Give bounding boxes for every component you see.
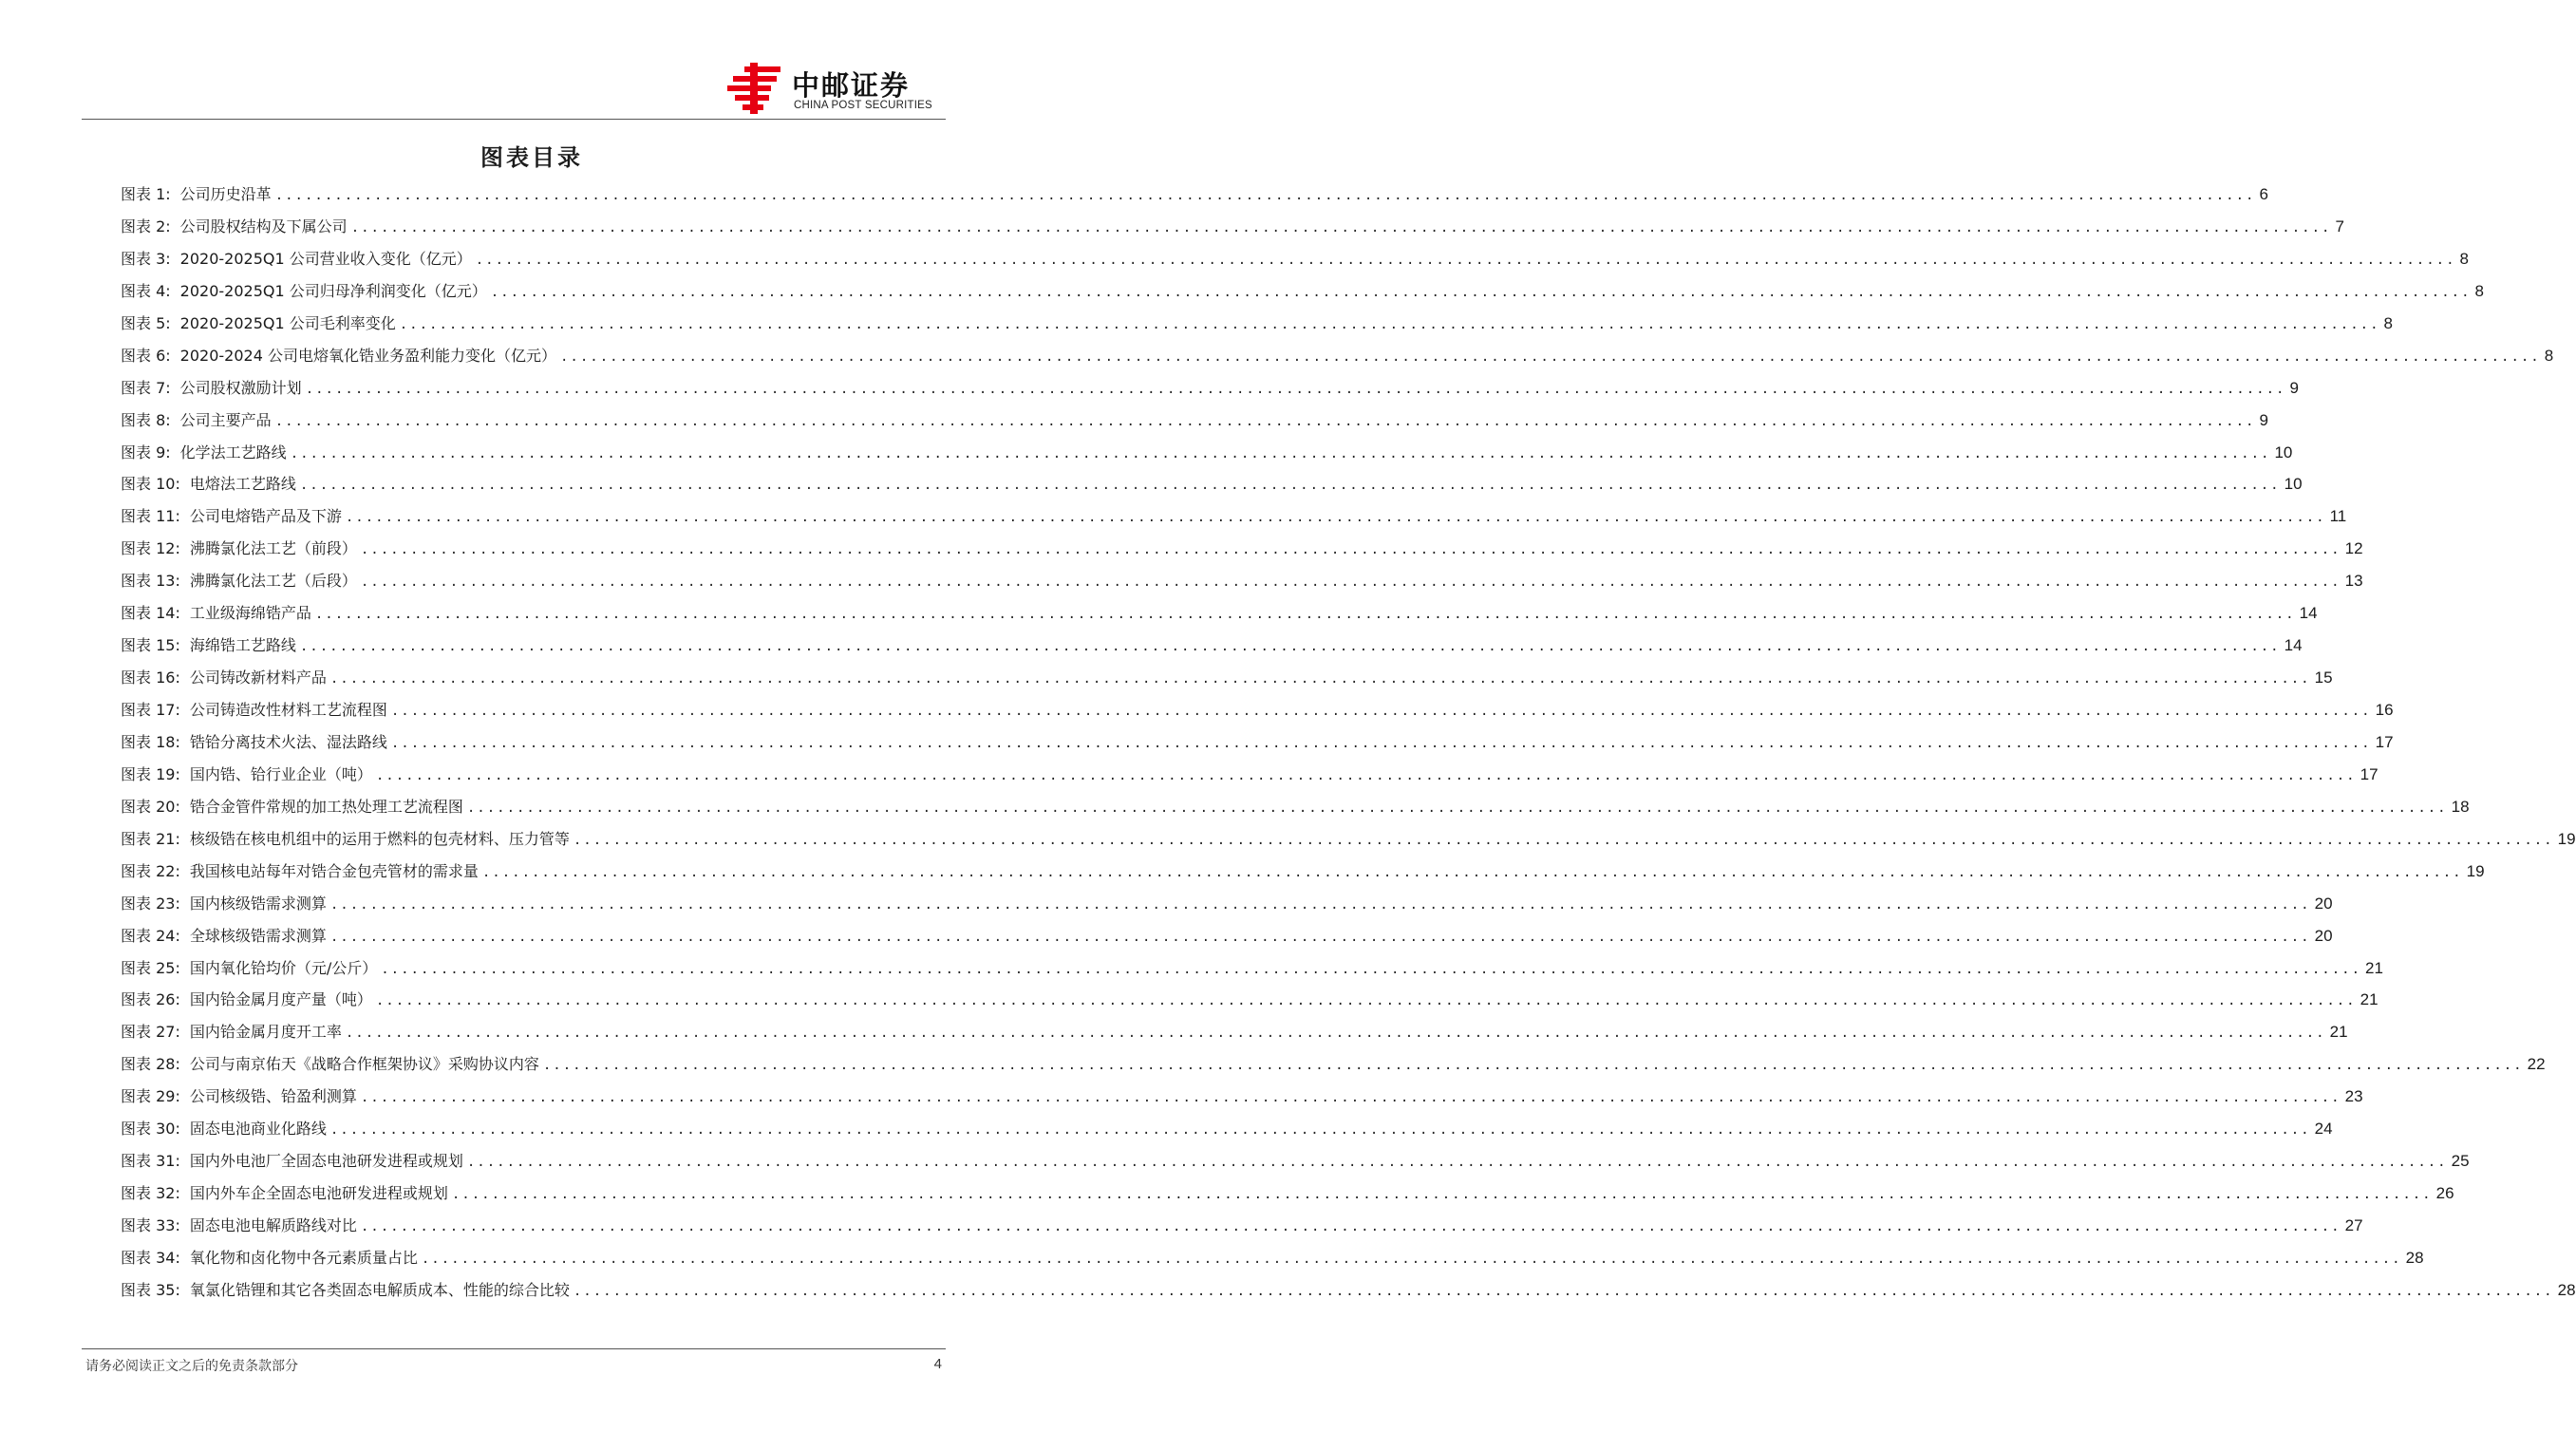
toc-leader-dots: ........................................................................................................................................................................................................ — [451, 1187, 2433, 1203]
toc-entry-title: 国内核级锆需求测算 — [189, 894, 327, 913]
toc-entry[interactable] — [121, 376, 2299, 408]
toc-entry-title: 固态电池电解质路线对比 — [189, 1216, 357, 1234]
toc-entry-label: 图表 3: — [121, 249, 171, 268]
toc-entry-label: 图表 20: — [121, 797, 180, 816]
toc-entry-page: 8 — [2383, 313, 2393, 332]
toc-entry-title: 国内外车企全固态电池研发进程或规划 — [189, 1184, 448, 1203]
toc-entry-page: 25 — [2451, 1152, 2470, 1171]
toc-entry-label: 图表 21: — [121, 829, 180, 848]
brand-logo — [725, 63, 953, 116]
toc-leader-dots: ........................................................................................................................................................................................................ — [573, 832, 2554, 848]
toc-leader-dots: ........................................................................................................................................................................................................ — [360, 542, 2341, 558]
toc-entry-title: 氧化物和卤化物中各元素质量占比 — [189, 1248, 418, 1267]
toc-leader-dots: ........................................................................................................................................................................................................ — [350, 219, 2332, 235]
toc-entry-label: 图表 9: — [121, 443, 171, 461]
toc-entry-title: 2020-2025Q1 公司归母净利润变化（亿元） — [179, 281, 487, 300]
toc-entry-label: 图表 12: — [121, 539, 180, 558]
toc-entry-title: 国内铪金属月度开工率 — [189, 1023, 342, 1042]
toc-entry-title: 2020-2025Q1 公司毛利率变化 — [179, 313, 396, 332]
toc-entry[interactable] — [121, 859, 2485, 892]
toc-entry[interactable] — [121, 795, 2470, 827]
toc-entry-title: 2020-2025Q1 公司营业收入变化（亿元） — [179, 249, 472, 268]
toc-leader-dots: ........................................................................................................................................................................................................ — [466, 1155, 2448, 1171]
toc-entry[interactable] — [121, 827, 2576, 859]
toc-entry-page: 28 — [2557, 1280, 2576, 1299]
toc-entry[interactable] — [121, 956, 2383, 989]
toc-entry-title: 2020-2024 公司电熔氧化锆业务盈利能力变化（亿元） — [179, 346, 556, 365]
toc-leader-dots: ........................................................................................................................................................................................................ — [299, 478, 2281, 494]
toc-leader-dots: ........................................................................................................................................................................................................ — [573, 1283, 2554, 1299]
toc-entry-title: 公司电熔锆产品及下游 — [189, 507, 342, 526]
toc-entry-label: 图表 5: — [121, 313, 171, 332]
toc-entry[interactable] — [121, 763, 2379, 795]
toc-entry[interactable] — [121, 1117, 2333, 1149]
toc-entry-title: 锆铪分离技术火法、湿法路线 — [189, 732, 387, 751]
toc-entry[interactable] — [121, 504, 2347, 537]
toc-leader-dots: ........................................................................................................................................................................................................ — [375, 767, 2357, 783]
toc-entry-page: 26 — [2435, 1184, 2454, 1203]
toc-entry-page: 13 — [2344, 572, 2363, 591]
toc-entry-label: 图表 8: — [121, 410, 171, 429]
toc-entry-title: 化学法工艺路线 — [179, 443, 287, 461]
toc-entry-page: 19 — [2466, 861, 2485, 880]
toc-entry-title: 公司历史沿革 — [179, 185, 272, 203]
toc-entry[interactable] — [121, 1246, 2424, 1278]
toc-entry-title: 公司铸造改性材料工艺流程图 — [189, 701, 387, 719]
footer-page-number: 4 — [933, 1356, 942, 1372]
toc-entry-page: 7 — [2335, 217, 2344, 235]
toc-entry-label: 图表 10: — [121, 475, 180, 494]
toc-entry[interactable] — [121, 1278, 2576, 1310]
toc-entry-page: 14 — [2299, 604, 2318, 623]
toc-entry-label: 图表 24: — [121, 926, 180, 945]
toc-entry-page: 17 — [2360, 764, 2379, 783]
toc-entry-page: 21 — [2365, 958, 2383, 977]
toc-entry-title: 工业级海绵锆产品 — [189, 604, 311, 623]
footer-disclaimer: 请务必阅读正文之后的免责条款部分 — [85, 1359, 298, 1374]
toc-entry-page: 12 — [2344, 539, 2363, 558]
toc-leader-dots: ........................................................................................................................................................................................................ — [274, 188, 2256, 203]
toc-entry-title: 国内氧化铪均价（元/公斤） — [189, 958, 378, 977]
toc-entry[interactable] — [121, 408, 2268, 441]
toc-entry-page: 17 — [2375, 732, 2394, 751]
toc-leader-dots: ........................................................................................................................................................................................................ — [421, 1251, 2402, 1267]
toc-entry-label: 图表 32: — [121, 1184, 180, 1203]
toc-entry[interactable] — [121, 1214, 2363, 1246]
toc-entry-page: 16 — [2375, 701, 2394, 719]
toc-entry-page: 6 — [2259, 185, 2268, 203]
toc-entry[interactable] — [121, 311, 2393, 344]
toc-leader-dots: ........................................................................................................................................................................................................ — [360, 574, 2341, 591]
toc-entry-title: 公司股权激励计划 — [179, 378, 302, 397]
toc-entry-title: 锆合金管件常规的加工热处理工艺流程图 — [189, 797, 463, 816]
toc-entry-title: 沸腾氯化法工艺（后段） — [189, 572, 357, 591]
toc-leader-dots: ........................................................................................................................................................................................................ — [345, 510, 2326, 526]
toc-leader-dots: ........................................................................................................................................................................................................ — [329, 671, 2311, 687]
toc-entry[interactable] — [121, 924, 2333, 956]
toc-entry[interactable] — [121, 279, 2484, 311]
toc-entry-page: 9 — [2289, 378, 2299, 397]
china-post-logo-icon — [725, 63, 786, 114]
toc-entry-title: 公司核级锆、铪盈利测算 — [189, 1087, 357, 1106]
toc-leader-dots: ........................................................................................................................................................................................................ — [466, 800, 2448, 816]
toc-entry[interactable] — [121, 633, 2303, 666]
toc-entry-page: 14 — [2284, 636, 2303, 655]
toc-entry-page: 21 — [2329, 1023, 2348, 1042]
toc-leader-dots: ........................................................................................................................................................................................................ — [360, 1090, 2341, 1106]
toc-entry[interactable] — [121, 1052, 2546, 1084]
toc-entry-page: 22 — [2527, 1055, 2546, 1074]
toc-entry-title: 公司铸改新材料产品 — [189, 669, 327, 687]
toc-leader-dots: ........................................................................................................................................................................................................ — [542, 1058, 2524, 1074]
toc-leader-dots: ........................................................................................................................................................................................................ — [360, 1219, 2341, 1234]
toc-entry[interactable] — [121, 344, 2554, 376]
toc-entry-label: 图表 16: — [121, 669, 180, 687]
toc-entry-label: 图表 13: — [121, 572, 180, 591]
toc-entry-label: 图表 19: — [121, 764, 180, 783]
toc-entry-title: 我国核电站每年对锆合金包壳管材的需求量 — [189, 861, 479, 880]
toc-leader-dots: ........................................................................................................................................................................................................ — [559, 348, 2541, 365]
toc-leader-dots: ........................................................................................................................................................................................................ — [390, 704, 2372, 719]
toc-entry-page: 27 — [2344, 1216, 2363, 1234]
toc-entry-page: 18 — [2451, 797, 2470, 816]
toc-entry[interactable] — [121, 215, 2344, 247]
toc-entry-title: 全球核级锆需求测算 — [189, 926, 327, 945]
toc-entry-label: 图表 4: — [121, 281, 171, 300]
toc-entry-title: 氧氯化锆锂和其它各类固态电解质成本、性能的综合比较 — [189, 1280, 570, 1299]
toc-entry-title: 公司与南京佑天《战略合作框架协议》采购协议内容 — [189, 1055, 539, 1074]
toc-leader-dots: ........................................................................................................................................................................................................ — [329, 1122, 2311, 1139]
toc-leader-dots: ........................................................................................................................................................................................................ — [305, 381, 2286, 397]
toc-entry-label: 图表 14: — [121, 604, 180, 623]
toc-entry[interactable] — [121, 730, 2394, 763]
toc-entry-page: 28 — [2405, 1248, 2424, 1267]
toc-entry-page: 20 — [2314, 926, 2333, 945]
toc-entry-label: 图表 17: — [121, 701, 180, 719]
toc-entry-label: 图表 26: — [121, 990, 180, 1009]
toc-entry-label: 图表 25: — [121, 958, 180, 977]
toc-entry-title: 国内锆、铪行业企业（吨） — [189, 764, 372, 783]
toc-entry-label: 图表 34: — [121, 1248, 180, 1267]
toc-leader-dots: ........................................................................................................................................................................................................ — [329, 896, 2311, 913]
toc-entry[interactable] — [121, 537, 2363, 569]
toc-entry-page: 8 — [2459, 249, 2469, 268]
toc-entry-page: 19 — [2557, 829, 2576, 848]
toc-entry-title: 核级锆在核电机组中的运用于燃料的包壳材料、压力管等 — [189, 829, 570, 848]
toc-entry-page: 21 — [2360, 990, 2379, 1009]
toc-entry[interactable] — [121, 1084, 2363, 1117]
toc-leader-dots: ........................................................................................................................................................................................................ — [329, 929, 2311, 945]
toc-entry-label: 图表 15: — [121, 636, 180, 655]
toc-leader-dots: ........................................................................................................................................................................................................ — [314, 607, 2296, 623]
toc-entry-page: 9 — [2259, 410, 2268, 429]
toc-entry-label: 图表 6: — [121, 346, 171, 365]
toc-entry-label: 图表 11: — [121, 507, 180, 526]
toc-entry-label: 图表 29: — [121, 1087, 180, 1106]
toc-entry-page: 24 — [2314, 1120, 2333, 1139]
toc-entry-label: 图表 7: — [121, 378, 171, 397]
toc-entry-label: 图表 22: — [121, 861, 180, 880]
toc-entry-page: 23 — [2344, 1087, 2363, 1106]
toc-leader-dots: ........................................................................................................................................................................................................ — [375, 993, 2357, 1009]
toc-entry[interactable] — [121, 1149, 2470, 1181]
toc-entry-label: 图表 30: — [121, 1120, 180, 1139]
toc-entry-page: 20 — [2314, 894, 2333, 913]
toc-leader-dots: ........................................................................................................................................................................................................ — [481, 864, 2463, 880]
page-title: 图表目录 — [480, 143, 583, 171]
toc-entry-page: 15 — [2314, 669, 2333, 687]
toc-entry-label: 图表 23: — [121, 894, 180, 913]
toc-leader-dots: ........................................................................................................................................................................................................ — [274, 413, 2256, 429]
toc-entry[interactable] — [121, 569, 2363, 601]
toc-leader-dots: ........................................................................................................................................................................................................ — [381, 961, 2361, 977]
toc-entry-page: 8 — [2474, 281, 2484, 300]
toc-entry[interactable] — [121, 182, 2268, 215]
footer-divider — [82, 1348, 946, 1349]
brand-name-en: CHINA POST SECURITIES — [794, 100, 932, 111]
toc-leader-dots: ........................................................................................................................................................................................................ — [345, 1026, 2326, 1042]
toc-entry[interactable] — [121, 698, 2394, 730]
toc-entry-page: 11 — [2329, 507, 2347, 526]
brand-name-cn: 中邮证券 — [792, 69, 911, 102]
toc-entry-page: 10 — [2284, 475, 2303, 494]
toc-entry-title: 国内外电池厂全固态电池研发进程或规划 — [189, 1152, 463, 1171]
toc-leader-dots: ........................................................................................................................................................................................................ — [299, 639, 2281, 655]
toc-entry-title: 固态电池商业化路线 — [189, 1120, 327, 1139]
table-of-figures — [121, 182, 2576, 1310]
toc-entry-label: 图表 27: — [121, 1023, 180, 1042]
toc-entry-title: 电熔法工艺路线 — [189, 475, 296, 494]
toc-entry-title: 公司主要产品 — [179, 410, 272, 429]
toc-entry-title: 公司股权结构及下属公司 — [179, 217, 348, 235]
toc-entry-label: 图表 35: — [121, 1280, 180, 1299]
toc-entry-label: 图表 2: — [121, 217, 171, 235]
toc-entry-label: 图表 33: — [121, 1216, 180, 1234]
toc-entry[interactable] — [121, 892, 2333, 924]
toc-entry-label: 图表 1: — [121, 185, 171, 203]
toc-entry[interactable] — [121, 666, 2333, 698]
toc-entry[interactable] — [121, 988, 2379, 1020]
toc-entry[interactable] — [121, 247, 2469, 279]
toc-entry[interactable] — [121, 472, 2303, 504]
toc-entry[interactable] — [121, 601, 2318, 633]
toc-leader-dots: ........................................................................................................................................................................................................ — [290, 445, 2271, 461]
toc-leader-dots: ........................................................................................................................................................................................................ — [490, 284, 2472, 300]
toc-entry-label: 图表 18: — [121, 732, 180, 751]
toc-leader-dots: ........................................................................................................................................................................................................ — [390, 735, 2372, 751]
toc-entry-title: 沸腾氯化法工艺（前段） — [189, 539, 357, 558]
header-divider — [82, 119, 946, 120]
toc-entry-page: 10 — [2274, 443, 2293, 461]
toc-entry-label: 图表 28: — [121, 1055, 180, 1074]
toc-entry-page: 8 — [2544, 346, 2554, 365]
toc-leader-dots: ........................................................................................................................................................................................................ — [399, 316, 2380, 332]
toc-entry-title: 海绵锆工艺路线 — [189, 636, 296, 655]
toc-entry[interactable] — [121, 1020, 2348, 1052]
toc-entry-label: 图表 31: — [121, 1152, 180, 1171]
toc-entry[interactable] — [121, 1181, 2454, 1214]
toc-entry-title: 国内铪金属月度产量（吨） — [189, 990, 372, 1009]
toc-entry[interactable] — [121, 441, 2293, 473]
toc-leader-dots: ........................................................................................................................................................................................................ — [475, 252, 2456, 268]
